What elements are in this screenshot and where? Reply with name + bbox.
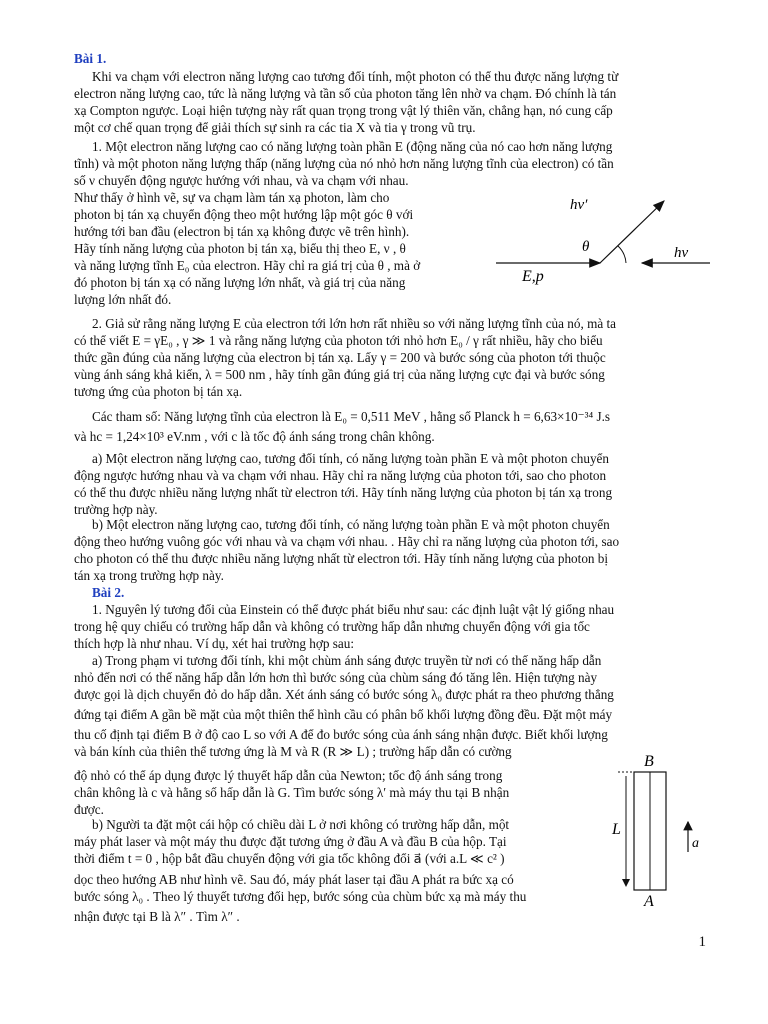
text-line: photon bị tán xạ chuyển động theo một hướng lập một góc θ với <box>74 207 414 222</box>
label-a-point: A <box>644 893 654 908</box>
label-a-vector: a⃗ <box>692 836 710 851</box>
bai1-part-a <box>74 450 716 518</box>
scattered-photon-arrow <box>600 201 664 263</box>
label-h-nu-prime: hν′ <box>570 197 588 213</box>
text-line: b) Người ta đặt một cái hộp có chiều dài L ở nơi không có trường hấp dẫn, một <box>92 817 510 832</box>
text-line: thu cố định tại điểm B ở độ cao L so với A để đo bước sóng của ánh sáng nhận được. Biết khối lượng <box>74 727 608 742</box>
text-line: 1. Nguyên lý tương đối của Einstein có thể được phát biểu như sau: các định luật vật lý giống nhau <box>92 602 615 617</box>
text-line: có thể viết E = γE₀ , γ ≫ 1 và rằng năng lượng của photon tới nhỏ hơn E₀ / γ rất nhiều, hãy cho biểu <box>74 333 603 348</box>
label-b: B <box>644 753 654 770</box>
text-line: electron năng lượng cao, tức là năng lượng và tần số của photon tăng lên nhờ va chạm. Đó chính là tán <box>74 86 617 101</box>
text-line: b) Một electron năng lượng cao, tương đối tính, có năng lượng toàn phần E và một photon chuyển <box>92 517 610 532</box>
text-line: thích hợp là như nhau. Ví dụ, xét hai trường hợp sau: <box>74 636 355 651</box>
text-line: bước sóng λ₀ . Theo lý thuyết tương đối hẹp, bước sóng của chùm bức xạ mà máy thu <box>74 889 527 904</box>
text-line: được gọi là dịch chuyển đỏ do hấp dẫn. Xét ánh sáng có bước sóng λ₀ được phát ra theo phương thẳng <box>74 687 614 702</box>
text-line: thức gần đúng của năng lượng của electron bị tán xạ. Lấy γ = 200 và bước sóng của photon tới thuộc <box>74 350 606 365</box>
page-number: 1 <box>698 934 706 950</box>
text-line: một cơ chế quan trọng để giải thích sự sinh ra các tia X và tia γ trong vũ trụ. <box>74 120 476 135</box>
text-line: cho photon có thể thu được nhiều năng lượng nhất từ electron tới. Hãy tính năng lượng của photon bị <box>74 551 609 566</box>
angle-arc <box>618 246 626 263</box>
label-l: L <box>612 821 621 838</box>
text-line: và năng lượng tĩnh E₀ của electron. Hãy chỉ ra giá trị của θ , mà ở <box>74 258 421 273</box>
text-line: trường hợp này. <box>74 502 158 517</box>
bai1-part-2 <box>74 315 716 400</box>
text-line: có thể thu được nhiều năng lượng nhất từ electron tới. Hãy tính năng lượng của photon bị tán xạ trong <box>74 485 613 500</box>
text-line: nhận được tại B là λ″ . Tìm λ″ . <box>74 909 240 924</box>
text-line: Hãy tính năng lượng của photon bị tán xạ, biểu thị theo E, ν , θ <box>74 241 406 256</box>
text-line: Các tham số: Năng lượng tĩnh của electron là E₀ = 0,511 MeV , hằng số Planck h = 6,63×10⁻³⁴ J.s <box>92 409 611 424</box>
text-line: chân không là c và hằng số hấp dẫn là G. Tìm bước sóng λ′ mà máy thu tại B nhận <box>74 785 510 800</box>
text-line: a) Trong phạm vi tương đối tính, khi một chùm ánh sáng được truyền từ nơi có thế năng hấp dẫn <box>92 653 602 668</box>
text-line: nhỏ đến nơi có thế năng hấp dẫn lớn hơn thì bước sóng của chùm sáng đó tăng lên. Hiện tượng này <box>74 670 598 685</box>
text-line: máy phát laser và một máy thu được đặt tương ứng ở đầu A và đầu B của hộp. Tại <box>74 834 507 849</box>
label-theta: θ <box>582 239 590 255</box>
text-line: tĩnh) và một photon năng lượng thấp (năng lượng của nó nhỏ hơn năng lượng tĩnh của electron) có tần <box>74 156 614 171</box>
text-line: lượng lớn nhất đó. <box>74 292 172 307</box>
text-line: 1. Một electron năng lượng cao có năng lượng toàn phần E (động năng của nó cao hơn năng lượng <box>92 139 613 154</box>
text-line: xạ Compton ngược. Loại hiện tượng này rất quan trọng trong vật lý thiên văn, chẳng hạn, nó cung cấp <box>74 103 613 118</box>
bai1-intro <box>74 68 716 136</box>
label-e-p: E,p <box>522 268 544 285</box>
text-line: đứng tại điểm A gần bề mặt của một thiên thể hình cầu có phân bố khối lượng đồng đều. Đặt một máy <box>74 707 613 722</box>
text-line: đó photon bị tán xạ có năng lượng lớn nhất, và giá trị của năng <box>74 275 406 290</box>
text-line: thời điểm t = 0 , hộp bắt đầu chuyển động với gia tốc không đổi a⃗ (với a.L ≪ c² ) <box>74 851 505 866</box>
text-line: Khi va chạm với electron năng lượng cao tương đối tính, một photon có thể thu được năng lượng từ <box>92 69 619 84</box>
section-title-bai-2: Bài 2. <box>92 585 125 600</box>
text-line: động theo hướng vuông góc với nhau và va chạm với nhau. . Hãy chỉ ra năng lượng của photon tới, sao <box>74 534 620 549</box>
text-line: dọc theo hướng AB như hình vẽ. Sau đó, máy phát laser tại đầu A phát ra bức xạ có <box>74 872 514 887</box>
text-line: a) Một electron năng lượng cao, tương đối tính, có năng lượng toàn phần E và một photon chuyển <box>92 451 610 466</box>
bai2-part-1 <box>74 601 716 652</box>
text-line: được. <box>74 802 104 817</box>
compton-scattering-figure <box>490 185 720 285</box>
text-line: động ngược hướng nhau và va chạm với nhau. Hãy chỉ ra năng lượng của photon tới, sao cho photon <box>74 468 607 483</box>
text-line: vùng ánh sáng khả kiến, λ = 500 nm , hãy tính gần đúng giá trị của năng lượng cực đại và bước sóng <box>74 367 605 382</box>
section-title-bai-1: Bài 1. <box>74 51 107 66</box>
bai1-part-b <box>74 516 716 584</box>
text-line: độ nhỏ có thể áp dụng được lý thuyết hấp dẫn của Newton; tốc độ ánh sáng trong <box>74 768 503 783</box>
text-line: trong hệ quy chiếu có trường hấp dẫn và không có trường hấp dẫn nhưng chuyển động với gia tốc <box>74 619 590 634</box>
text-line: tán xạ trong trường hợp này. <box>74 568 224 583</box>
text-line: hướng tới ban đầu (electron bị tán xạ không được vẽ trên hình). <box>74 224 410 239</box>
text-line: số ν chuyển động ngược hướng với nhau, và va chạm với nhau. <box>74 173 409 188</box>
text-line: tương ứng của photon bị tán xạ. <box>74 384 243 399</box>
text-line: và bán kính của thiên thể tương ứng là M và R (R ≫ L) ; trường hấp dẫn có cường <box>74 744 512 759</box>
accelerating-box-figure <box>606 748 716 908</box>
label-h-nu: hν <box>674 245 689 261</box>
text-line: Như thấy ở hình vẽ, sự va chạm làm tán xạ photon, làm cho <box>74 190 390 205</box>
bai1-parameters <box>74 408 716 445</box>
text-line: và hc = 1,24×10³ eV.nm , với c là tốc độ ánh sáng trong chân không. <box>74 429 435 444</box>
text-line: 2. Giả sử rằng năng lượng E của electron tới lớn hơn rất nhiều so với năng lượng tĩnh của nó, mà ta <box>92 316 616 331</box>
